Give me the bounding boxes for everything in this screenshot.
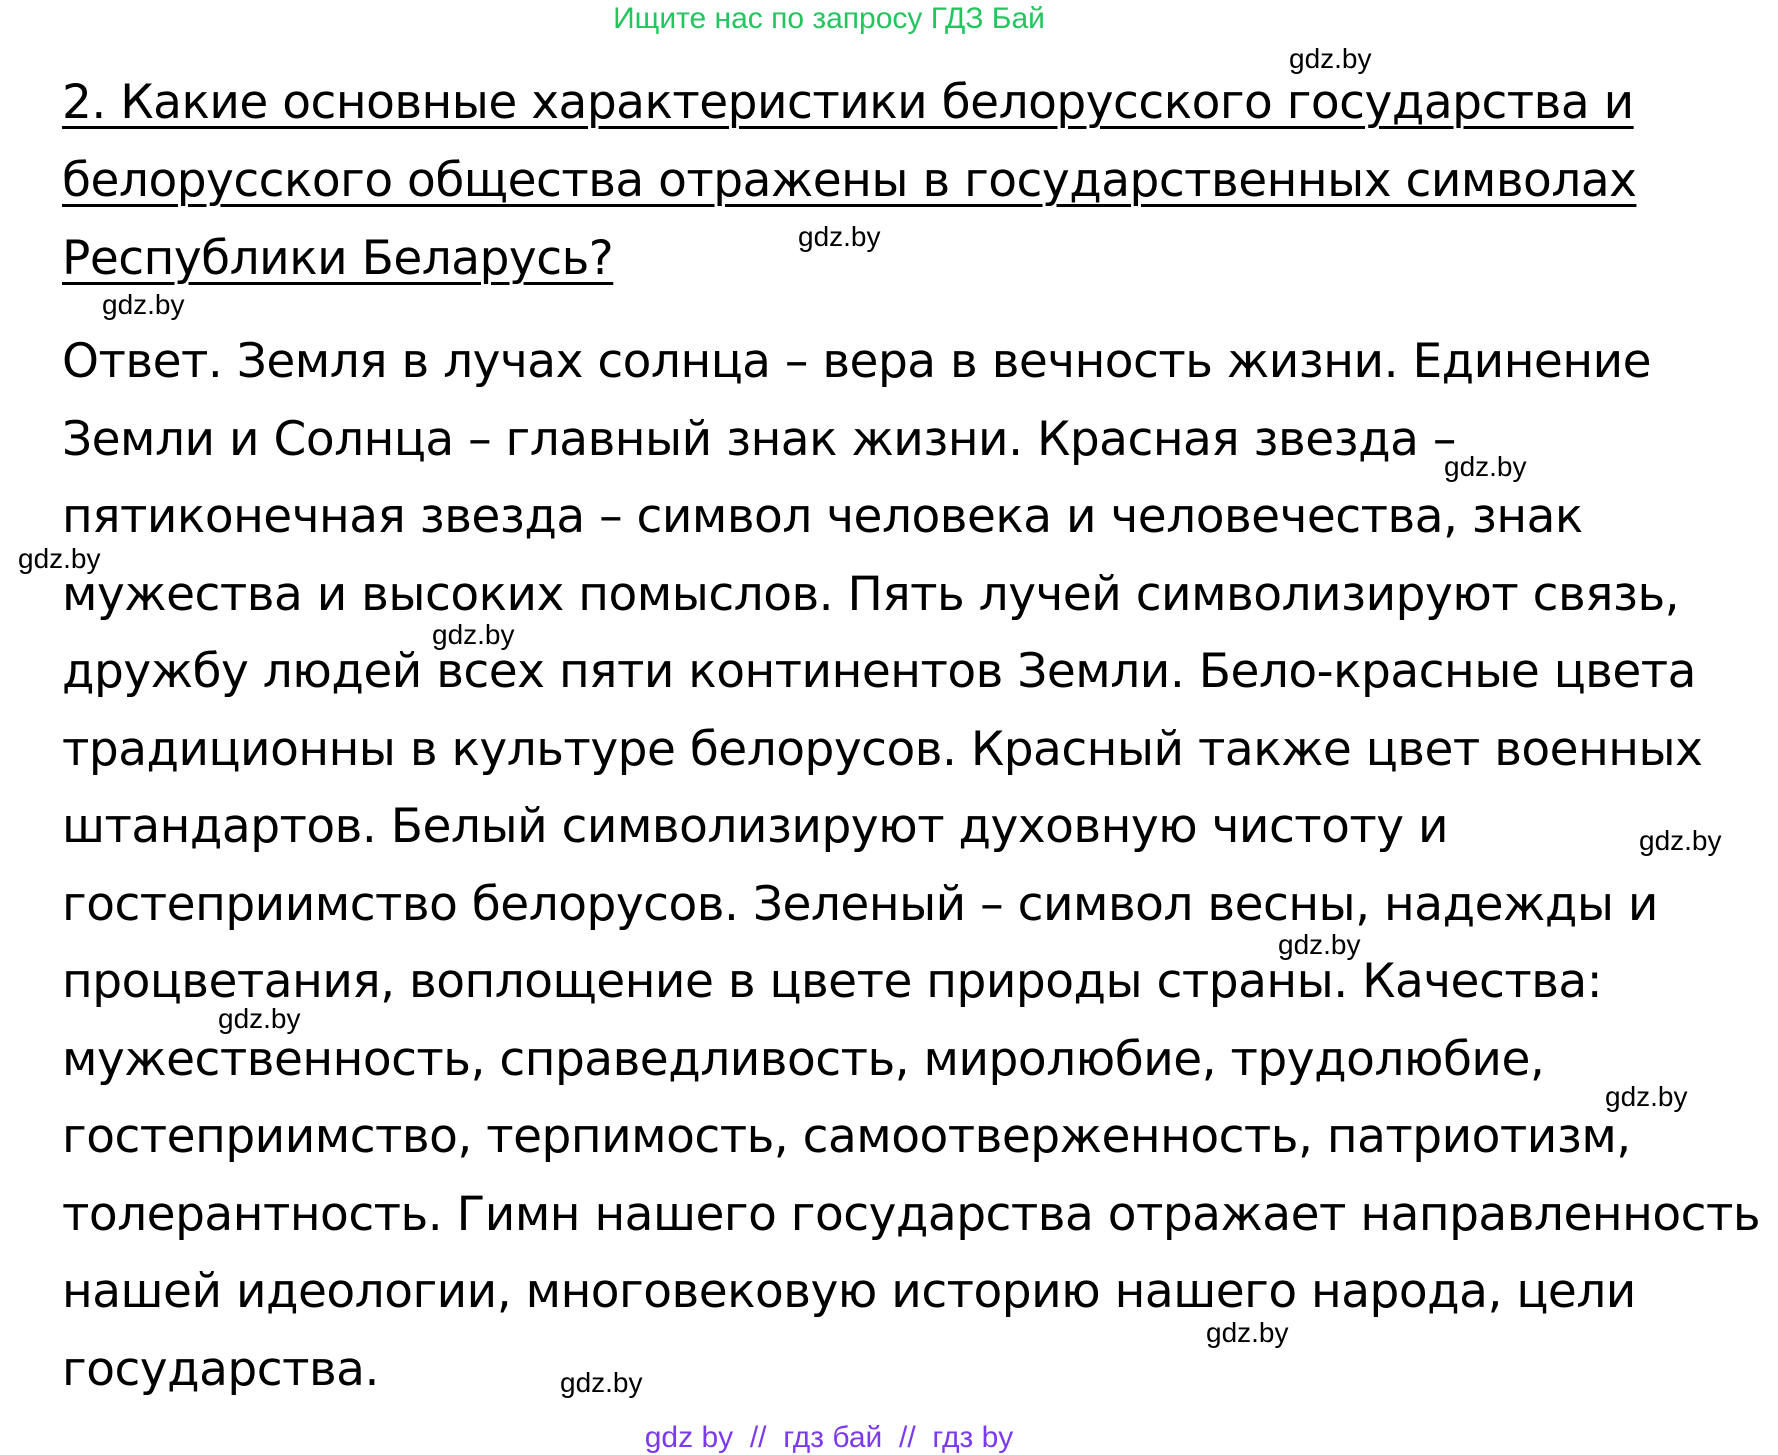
- footer-link[interactable]: gdz by: [644, 1421, 734, 1454]
- banner-text: Ищите нас по запросу ГДЗ Бай: [613, 2, 1045, 35]
- watermark: gdz.by: [560, 1367, 643, 1398]
- answer-line: гостеприимство белорусов. Зеленый – символ весны, надежды и: [62, 876, 1658, 932]
- watermark: gdz.by: [798, 221, 881, 252]
- question-line: 2. Какие основные характеристики белорусского государства и: [62, 75, 1634, 130]
- answer-line: процветания, воплощение в цвете природы страны. Качества:: [62, 954, 1603, 1009]
- watermark: gdz.by: [1639, 825, 1722, 856]
- watermark: gdz.by: [1289, 43, 1372, 74]
- watermark: gdz.by: [1605, 1081, 1688, 1112]
- answer-line: мужественность, справедливость, миролюбие, трудолюбие,: [62, 1031, 1545, 1087]
- answer-line: штандартов. Белый символизируют духовную чистоту и: [62, 799, 1449, 854]
- watermark: gdz.by: [102, 289, 185, 320]
- footer-links: [645, 1422, 1014, 1454]
- footer-link[interactable]: гдз бай: [783, 1421, 883, 1454]
- footer: [0, 1422, 1778, 1454]
- answer-line: традиционны в культуре белорусов. Красный также цвет военных: [62, 721, 1703, 777]
- answer-line: пятиконечная звезда – символ человека и человечества, знак: [62, 489, 1583, 544]
- watermark: gdz.by: [1444, 451, 1527, 482]
- footer-link[interactable]: гдз by: [932, 1421, 1014, 1454]
- answer-line: нашей идеологии, многовековую историю нашего народа, цели: [62, 1264, 1636, 1319]
- answer-line: государства.: [62, 1341, 379, 1397]
- answer-line: мужества и высоких помыслов. Пять лучей символизируют связь,: [62, 566, 1680, 622]
- watermark: gdz.by: [218, 1003, 301, 1034]
- answer-line: гостеприимство, терпимость, самоотверженность, патриотизм,: [62, 1109, 1631, 1164]
- top-banner: [0, 2, 1778, 36]
- watermark: gdz.by: [432, 619, 515, 650]
- question-heading: [62, 64, 1762, 298]
- question-line: Республики Беларусь?: [62, 231, 614, 286]
- answer-line: толерантность. Гимн нашего государства отражает направленность: [62, 1186, 1761, 1242]
- answer-line: Земли и Солнца – главный знак жизни. Красная звезда –: [62, 411, 1456, 467]
- question-line: белорусского общества отражены в государственных символах: [62, 153, 1637, 208]
- watermark: gdz.by: [18, 543, 101, 574]
- footer-separator: //: [749, 1421, 767, 1454]
- footer-separator: //: [899, 1421, 916, 1454]
- answer-text: [62, 323, 1772, 1408]
- answer-line: Ответ. Земля в лучах солнца – вера в вечность жизни. Единение: [62, 334, 1652, 389]
- answer-line: дружбу людей всех пяти континентов Земли. Бело-красные цвета: [62, 644, 1696, 699]
- watermark: gdz.by: [1206, 1317, 1289, 1348]
- watermark: gdz.by: [1278, 929, 1361, 960]
